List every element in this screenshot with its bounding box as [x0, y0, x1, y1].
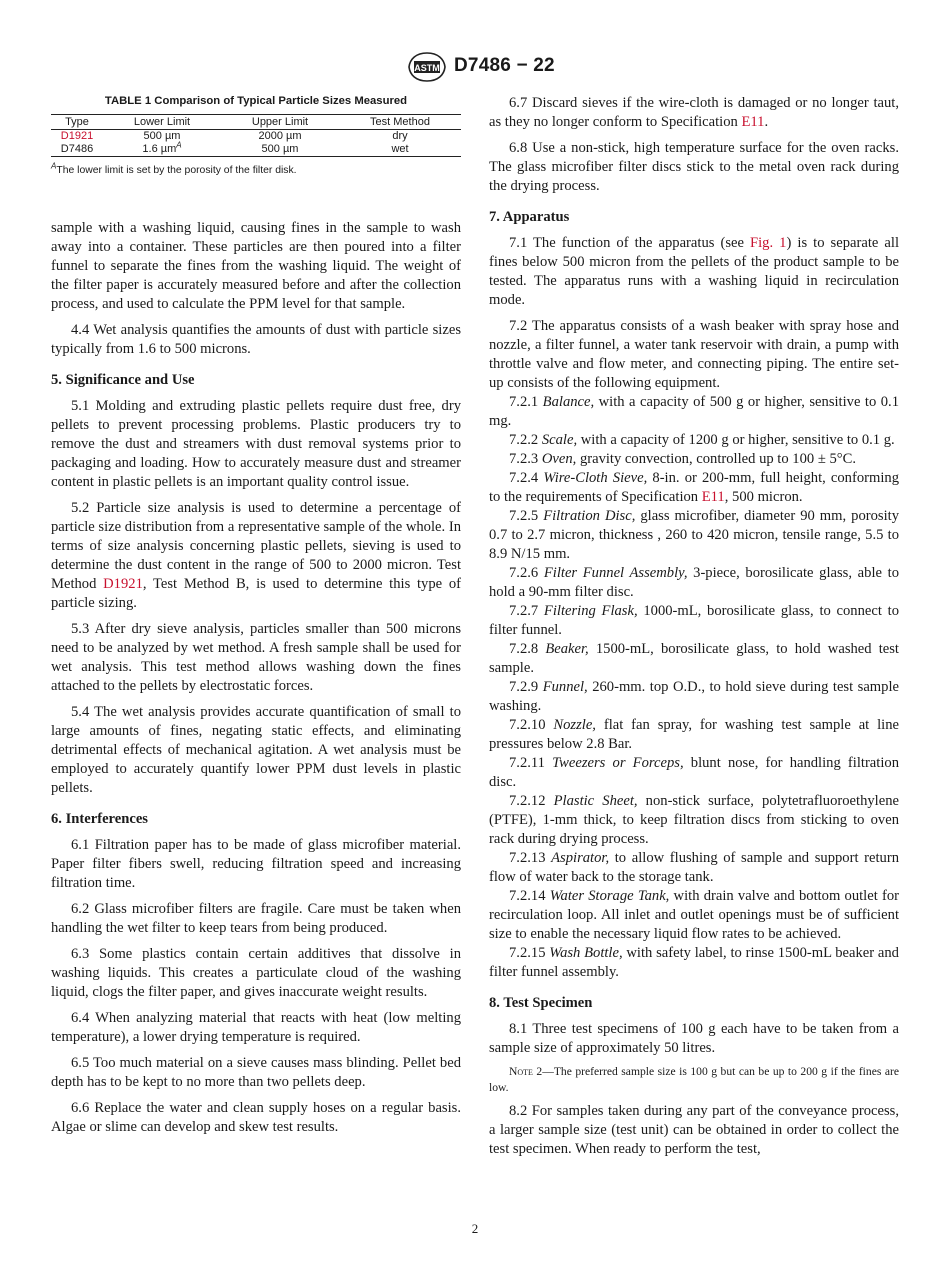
- item-text: blunt nose, for handling filtration disc.: [489, 755, 899, 790]
- item-term: Filtration Disc,: [543, 508, 636, 524]
- table-header-row: [51, 115, 461, 130]
- svg-text:ASTM: ASTM: [414, 63, 440, 73]
- item-number: 7.2.13: [509, 850, 546, 866]
- item-text: glass microfiber, diameter 90 mm, porosity 0.7 to 2.7 micron, thickness , 260 to 420 micron, tensile range, 5.5 to 8.9 N/15 mm.: [489, 508, 899, 562]
- paragraph-7-2: 7.2 The apparatus consists of a wash beaker with spray hose and nozzle, a filter funnel, a water tank reservoir with drain, a pump with throttle valve and flow meter, and connecting piping. The entire set-up consists of the following equipment.: [489, 318, 899, 391]
- text: , Test Method B, is used to determine this type of particle sizing.: [51, 576, 461, 611]
- page-header: [0, 52, 950, 86]
- item-term: Aspirator,: [551, 850, 610, 866]
- equipment-item: [489, 564, 899, 602]
- paragraph: sample with a washing liquid, causing fines in the sample to wash away into a container. These particles are then poured into a filter funnel to separate the fines from the washing liquid. The weight of the filter paper is accurately measured before and after the collection process, and used to calculate the PPM level for that sample.: [51, 220, 461, 312]
- item-term: Plastic Sheet,: [553, 793, 638, 809]
- table-row: [51, 130, 461, 144]
- equipment-item: [489, 640, 899, 678]
- row-lower-limit: [103, 140, 221, 157]
- paragraph-8-2: 8.2 For samples taken during any part of the conveyance process, a larger sample size (test unit) can be obtained in order to collect the test specimen. When ready to perform the test,: [489, 1103, 899, 1157]
- row-test-method: wet: [339, 143, 461, 157]
- item-term: Tweezers or Forceps,: [552, 755, 684, 771]
- equipment-item: [489, 944, 899, 982]
- item-text: with safety label, to rinse 1500-mL beaker and filter funnel assembly.: [489, 945, 899, 980]
- paragraph-6-7: [489, 94, 899, 132]
- item-text: non-stick surface, polytetrafluoroethylene (PTFE), 1-mm thick, to keep filtration discs from sticking to oven rack during drying process.: [489, 793, 899, 847]
- section-heading-6: 6. Interferences: [51, 811, 148, 827]
- item-text: gravity convection, controlled up to 100 ± 5°C.: [576, 451, 857, 467]
- footnote-marker: A: [176, 140, 182, 150]
- paragraph-4-4: 4.4 Wet analysis quantifies the amounts of dust with particle sizes typically from 1.6 to 500 microns.: [51, 322, 461, 357]
- item-text: 1500-mL, borosilicate glass, to hold washed test sample.: [489, 641, 899, 676]
- item-term: Funnel,: [542, 679, 588, 695]
- footnote-marker: A: [51, 161, 57, 171]
- row-type-link[interactable]: D1921: [60, 130, 94, 142]
- left-column: [51, 219, 461, 1137]
- item-number: 7.2.12: [509, 793, 546, 809]
- col-header-test-method: Test Method: [339, 115, 461, 130]
- equipment-item: [489, 849, 899, 887]
- right-column: [489, 94, 899, 1159]
- text: .: [764, 114, 769, 130]
- text: ) is to separate all fines below 500 micron from the pellets of the product sample to be tested. The apparatus runs with a washing liquid in recirculation mode.: [489, 235, 899, 308]
- table-footnote: [51, 161, 461, 176]
- row-upper-limit: 500 µm: [221, 143, 339, 157]
- item-text: 8-in. or 200-mm, full height, conforming to the requirements of Specification: [489, 470, 899, 505]
- text: 7.1 The function of the apparatus (see: [509, 235, 751, 251]
- item-term: Balance,: [542, 394, 595, 410]
- equipment-item: [489, 507, 899, 564]
- equipment-item: [489, 792, 899, 849]
- page-number: 2: [471, 1221, 479, 1236]
- equipment-item: [489, 887, 899, 944]
- item-number: 7.2.9: [509, 679, 539, 695]
- paragraph-6-4: 6.4 When analyzing material that reacts with heat (low melting temperature), a lower drying temperature is required.: [51, 1010, 461, 1045]
- item-number: 7.2.10: [509, 717, 546, 733]
- section-heading-8: 8. Test Specimen: [489, 995, 593, 1011]
- equipment-item: [489, 602, 899, 640]
- item-number: 7.2.11: [509, 755, 545, 771]
- item-term: Wash Bottle,: [549, 945, 623, 961]
- lower-limit-value: 1.6 µm: [142, 143, 177, 155]
- item-text: 3-piece, borosilicate glass, able to hold a 90-mm filter disc.: [489, 565, 899, 600]
- reference-link-e11[interactable]: E11: [741, 114, 765, 130]
- item-number: 7.2.15: [509, 945, 546, 961]
- col-header-type: Type: [51, 115, 103, 130]
- paragraph-6-1: 6.1 Filtration paper has to be made of glass microfiber material. Paper filter fibers swell, reducing filtration speed and increasing filtration time.: [51, 837, 461, 891]
- item-term: Water Storage Tank,: [549, 888, 670, 904]
- equipment-item: [489, 678, 899, 716]
- item-number: 7.2.4: [509, 470, 539, 486]
- paragraph-6-6: 6.6 Replace the water and clean supply hoses on a regular basis. Algae or slime can develop and skew test results.: [51, 1100, 461, 1135]
- item-number: 7.2.14: [509, 888, 546, 904]
- text: 5.2 Particle size analysis is used to determine a percentage of particle size distribution from a representative sample of the whole. In terms of size analysis concerning plastic pellets, sieving is used to determine the dust content in the range of 500 to 2000 micron. Test Method: [51, 500, 461, 592]
- table-title: TABLE 1 Comparison of Typical Particle Sizes Measured: [104, 95, 408, 107]
- text: 6.7 Discard sieves if the wire-cloth is damaged or no longer taut, as they no longer conform to Specification: [489, 95, 899, 130]
- table-row: [51, 143, 461, 157]
- section-heading-7: 7. Apparatus: [489, 209, 570, 225]
- paragraph-5-1: 5.1 Molding and extruding plastic pellets require dust free, dry pellets to prevent processing problems. Plastic producers try to remove the dust and streamers with dust removal systems prior to packaging and loading. How to accurately measure dust and streamer content in plastic pellets is an important quality control issue.: [51, 398, 461, 490]
- equipment-item: [489, 431, 899, 450]
- item-number: 7.2.5: [509, 508, 539, 524]
- item-number: 7.2.6: [509, 565, 539, 581]
- paragraph-7-1: [489, 234, 899, 310]
- note-label: Note 2: [509, 1065, 543, 1078]
- item-text: , 500 micron.: [724, 489, 803, 505]
- equipment-item: [489, 469, 899, 507]
- item-number: 7.2.8: [509, 641, 539, 657]
- paragraph-5-2: [51, 499, 461, 613]
- reference-link-d1921[interactable]: D1921: [103, 576, 143, 592]
- item-term: Beaker,: [545, 641, 589, 657]
- item-text: with a capacity of 1200 g or higher, sensitive to 0.1 g.: [577, 432, 895, 448]
- item-number: 7.2.3: [509, 451, 539, 467]
- paragraph-6-8: 6.8 Use a non-stick, high temperature surface for the oven racks. The glass microfiber filter discs stick to the metal oven rack during the drying process.: [489, 140, 899, 194]
- item-number: 7.2.2: [509, 432, 539, 448]
- row-upper-limit: 2000 µm: [258, 130, 302, 142]
- item-text: 1000-mL, borosilicate glass, to connect to filter funnel.: [489, 603, 899, 638]
- paragraph-5-3: 5.3 After dry sieve analysis, particles smaller than 500 microns need to be analyzed by wet method. A fresh sample shall be used for wet analysis. This test method allows washing down the fines attached to the pellets by electrostatic forces.: [51, 621, 461, 694]
- item-term: Oven,: [541, 451, 577, 467]
- particle-size-table: [51, 114, 461, 157]
- row-type: D7486: [51, 143, 103, 157]
- item-text: 260-mm. top O.D., to hold sieve during test sample washing.: [489, 679, 899, 714]
- paragraph-8-1: 8.1 Three test specimens of 100 g each have to be taken from a sample size of approximately 50 litres.: [489, 1021, 899, 1056]
- item-term: Wire-Cloth Sieve,: [543, 470, 648, 486]
- paragraph-6-3: 6.3 Some plastics contain certain additives that dissolve in washing liquids. This creates a particulate cloud of the washing liquid, clogs the filter paper, and gives inaccurate weight results.: [51, 946, 461, 1000]
- reference-link-e11[interactable]: E11: [701, 489, 725, 505]
- paragraph-6-2: 6.2 Glass microfiber filters are fragile. Care must be taken when handling the wet filter to keep tears from being produced.: [51, 901, 461, 936]
- equipment-item: [489, 393, 899, 431]
- paragraph-6-5: 6.5 Too much material on a sieve causes mass blinding. Pellet bed depth has to be kept to no more than two pellets deep.: [51, 1055, 461, 1090]
- footnote-text: The lower limit is set by the porosity of the filter disk.: [56, 165, 297, 176]
- section-heading-5: 5. Significance and Use: [51, 372, 195, 388]
- astm-logo-icon: [406, 52, 448, 82]
- item-term: Filter Funnel Assembly,: [543, 565, 688, 581]
- equipment-item: [489, 450, 899, 469]
- figure-link[interactable]: Fig. 1: [750, 235, 787, 251]
- document-designation: D7486 − 22: [454, 55, 555, 76]
- equipment-list: [489, 393, 899, 982]
- item-text: flat fan spray, for washing test sample at line pressures below 2.8 Bar.: [489, 717, 899, 752]
- item-text: to allow flushing of sample and support return flow of water back to the storage tank.: [489, 850, 899, 885]
- item-number: 7.2.7: [509, 603, 539, 619]
- note-text: —The preferred sample size is 100 g but can be up to 200 g if the fines are low.: [489, 1065, 899, 1094]
- paragraph-5-4: 5.4 The wet analysis provides accurate quantification of small to large amounts of fines, negating static effects, and eliminating detrimental effects of mechanical agitation. A wet analysis must be employed to accurately quantify lower PPM dust levels in plastic pellets.: [51, 704, 461, 796]
- item-number: 7.2.1: [509, 394, 539, 410]
- note-2: [489, 1064, 899, 1096]
- item-term: Scale,: [541, 432, 578, 448]
- col-header-lower-limit: Lower Limit: [103, 115, 221, 130]
- row-test-method: dry: [392, 130, 408, 142]
- item-text: with drain valve and bottom outlet for recirculation loop. All inlet and outlet openings must be of sufficient size to enable the necessary liquid flow rates to be achieved.: [489, 888, 899, 942]
- item-term: Nozzle,: [553, 717, 596, 733]
- row-lower-limit: 500 µm: [143, 130, 181, 142]
- equipment-item: [489, 754, 899, 792]
- equipment-item: [489, 716, 899, 754]
- item-text: with a capacity of 500 g or higher, sensitive to 0.1 mg.: [489, 394, 899, 429]
- col-header-upper-limit: Upper Limit: [221, 115, 339, 130]
- item-term: Filtering Flask,: [543, 603, 638, 619]
